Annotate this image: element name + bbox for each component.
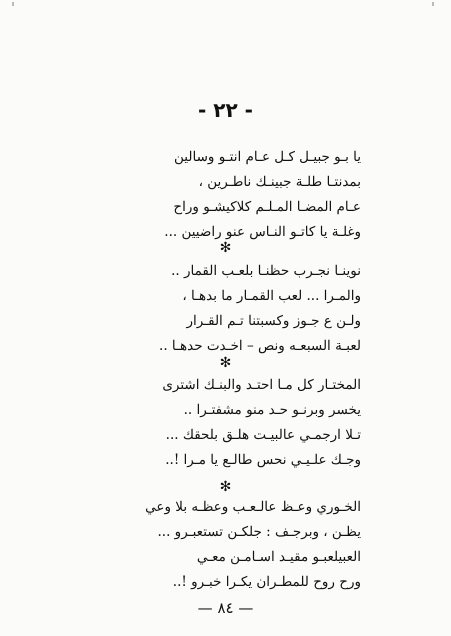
- verse-line: وجـك علـيـي نحس طالـع يا مـرا !..: [165, 452, 361, 468]
- verse-line: ورح روح للمطـران يكـرا خبـرو !..: [172, 574, 361, 590]
- stanza-3: [61, 373, 361, 473]
- stanza-4: [61, 495, 361, 595]
- verse-line: المختـار كل مـا احتـد والبنـك اشترى: [162, 377, 361, 393]
- asterisk-separator-icon: ✻: [219, 355, 232, 371]
- verse-line: الخـوري وعـظ عالـعـب وعظـه بلا وعي: [145, 499, 361, 515]
- asterisk-separator-icon: ✻: [219, 240, 232, 256]
- verse-line: والمـرا ... لعب القمـار ما بدهـا ،: [182, 288, 361, 304]
- stanza-1: [61, 145, 361, 245]
- verse-line: يا بـو جبيـل كـل عـام انتـو وسالين: [174, 149, 361, 165]
- verse-line: عـام المضـا المـلـم كلاكيشـو وراح: [173, 199, 361, 215]
- verse-line: يظـن ، وبرجـف : جلكـن تستعبـرو ...: [157, 524, 361, 540]
- verse-line: وغلـة يا كاتـو النـاس عنو راضيين ...: [164, 224, 361, 240]
- scan-mark: [12, 2, 14, 6]
- scan-mark: [432, 2, 434, 6]
- stanza-2: [61, 259, 361, 359]
- header-page-number: - ٢٢ -: [198, 98, 253, 122]
- verse-line: نوينـا نجـرب حظنـا بلعـب القمار ..: [171, 263, 361, 279]
- footer-page-number: — ٨٤ —: [197, 599, 254, 617]
- asterisk-separator-icon: ✻: [219, 479, 232, 495]
- verse-line: يخسر وبرنـو حـد منو مشفتـرا ..: [183, 402, 361, 418]
- verse-line: بمدنتـا طلـة جبينـك ناطـرين ،: [198, 174, 361, 190]
- verse-line: تـلا ارجمـي عالبيـت هلـق بلحقك ...: [165, 427, 361, 443]
- verse-line: العبيلعبـو مقيـد اسـامـن معـي: [196, 549, 361, 565]
- verse-line: ولـن ع جـوز وكسبتنا تـم القـرار: [186, 313, 361, 329]
- verse-line: لعبـة السبعـه ونص – اخـدت حدهـا ..: [159, 338, 361, 354]
